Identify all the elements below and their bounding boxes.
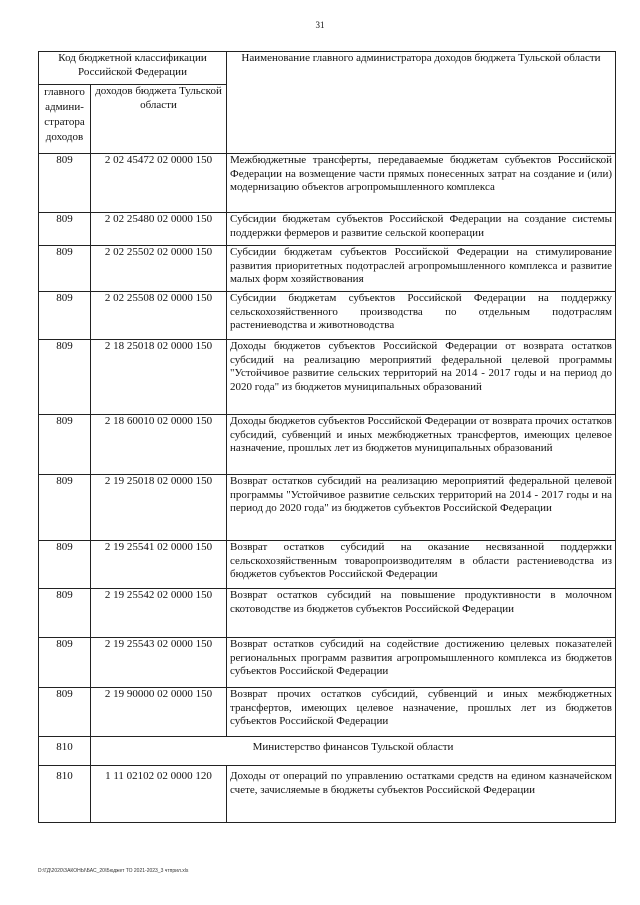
- income-name-cell: Возврат остатков субсидий на содействие достижению целевых показателей региональных программ развития агропромышленного комплекса из бюджетов субъектов Российской Федерации: [227, 638, 616, 688]
- budget-classification-table: [38, 51, 616, 823]
- table-row: [39, 688, 616, 737]
- income-code-cell: 2 02 45472 02 0000 150: [91, 154, 227, 213]
- income-name-cell: Межбюджетные трансферты, передаваемые бюджетам субъектов Российской Федерации на возмещение части прямых понесенных затрат на создание и (или) модернизацию объектов агропромышленного комплекса: [227, 154, 616, 213]
- ministry-name-cell: Министерство финансов Тульской области: [91, 737, 616, 766]
- table-header-row: [39, 52, 616, 85]
- table-row: [39, 589, 616, 638]
- income-code-cell: 2 19 25542 02 0000 150: [91, 589, 227, 638]
- income-name-cell: Субсидии бюджетам субъектов Российской Федерации на поддержку сельскохозяйственного производства по отдельным подотраслям растениеводства и животноводства: [227, 292, 616, 340]
- admin-code-cell: 810: [39, 766, 91, 823]
- income-code-cell: 2 19 90000 02 0000 150: [91, 688, 227, 737]
- table-row: [39, 766, 616, 823]
- income-code-cell: 2 19 25018 02 0000 150: [91, 475, 227, 541]
- table-row: [39, 415, 616, 475]
- page-number: 31: [315, 20, 325, 30]
- ministry-row: [39, 737, 616, 766]
- income-code-cell: 2 02 25480 02 0000 150: [91, 213, 227, 246]
- income-code-cell: 1 11 02102 02 0000 120: [91, 766, 227, 823]
- header-code-group: Код бюджетной классификации Российской Федерации: [39, 52, 227, 85]
- admin-code-cell: 809: [39, 340, 91, 415]
- admin-code-cell: 809: [39, 475, 91, 541]
- income-name-cell: Возврат прочих остатков субсидий, субвенций и иных межбюджетных трансфертов, имеющих целевое назначение, прошлых лет из бюджетов субъектов Российской Федерации: [227, 688, 616, 737]
- admin-code-cell: 809: [39, 154, 91, 213]
- admin-code-cell: 809: [39, 638, 91, 688]
- income-name-cell: Возврат остатков субсидий на реализацию мероприятий федеральной целевой программы "Устойчивое развитие сельских территорий на 2014 - 2017 годы и на период до 2020 года" из бюджетов субъектов Российской Федерации: [227, 475, 616, 541]
- table-row: [39, 246, 616, 292]
- income-code-cell: 2 19 25541 02 0000 150: [91, 541, 227, 589]
- table-row: [39, 340, 616, 415]
- header-name-column: Наименование главного администратора доходов бюджета Тульской области: [227, 52, 616, 154]
- income-code-cell: 2 19 25543 02 0000 150: [91, 638, 227, 688]
- admin-code-cell: 809: [39, 292, 91, 340]
- footer-file-path: D:\ГД\2020\ЗАКОНЫ\БАС_20\Бюджет ТО 2021-2023_3 чтприл.xls: [38, 868, 189, 874]
- income-name-cell: Доходы бюджетов субъектов Российской Федерации от возврата остатков субсидий на реализацию мероприятий федеральной целевой программы "Устойчивое развитие сельских территорий на 2014 - 2017 годы и на период до 2020 года" из бюджетов муниципальных образований: [227, 340, 616, 415]
- table-row: [39, 154, 616, 213]
- income-name-cell: Возврат остатков субсидий на оказание несвязанной поддержки сельскохозяйственным товаропроизводителям в области растениеводства из бюджетов субъектов Российской Федерации: [227, 541, 616, 589]
- admin-code-cell: 809: [39, 246, 91, 292]
- income-name-cell: Субсидии бюджетам субъектов Российской Федерации на стимулирование развития приоритетных подотраслей агропромышленного комплекса и развитие малых форм хозяйствования: [227, 246, 616, 292]
- table-row: [39, 213, 616, 246]
- income-code-cell: 2 02 25502 02 0000 150: [91, 246, 227, 292]
- table-row: [39, 292, 616, 340]
- income-code-cell: 2 18 25018 02 0000 150: [91, 340, 227, 415]
- income-name-cell: Доходы бюджетов субъектов Российской Федерации от возврата прочих остатков субсидий, субвенций и иных межбюджетных трансфертов, имеющих целевое назначение, прошлых лет из бюджетов муниципальных образований: [227, 415, 616, 475]
- admin-code-cell: 809: [39, 213, 91, 246]
- income-code-cell: 2 02 25508 02 0000 150: [91, 292, 227, 340]
- table-row: [39, 475, 616, 541]
- table-row: [39, 541, 616, 589]
- admin-code-cell: 809: [39, 688, 91, 737]
- income-name-cell: Возврат остатков субсидий на повышение продуктивности в молочном скотоводстве из бюджетов субъектов Российской Федерации: [227, 589, 616, 638]
- income-name-cell: Доходы от операций по управлению остатками средств на едином казначейском счете, зачисляемые в бюджеты субъектов Российской Федерации: [227, 766, 616, 823]
- header-admin-column: главного админи-стратора доходов: [39, 85, 91, 154]
- admin-code-cell: 809: [39, 541, 91, 589]
- admin-code-cell: 810: [39, 737, 91, 766]
- income-code-cell: 2 18 60010 02 0000 150: [91, 415, 227, 475]
- table-row: [39, 638, 616, 688]
- admin-code-cell: 809: [39, 589, 91, 638]
- header-income-column: доходов бюджета Тульской области: [91, 85, 227, 154]
- admin-code-cell: 809: [39, 415, 91, 475]
- income-name-cell: Субсидии бюджетам субъектов Российской Федерации на создание системы поддержки фермеров и развитие сельской кооперации: [227, 213, 616, 246]
